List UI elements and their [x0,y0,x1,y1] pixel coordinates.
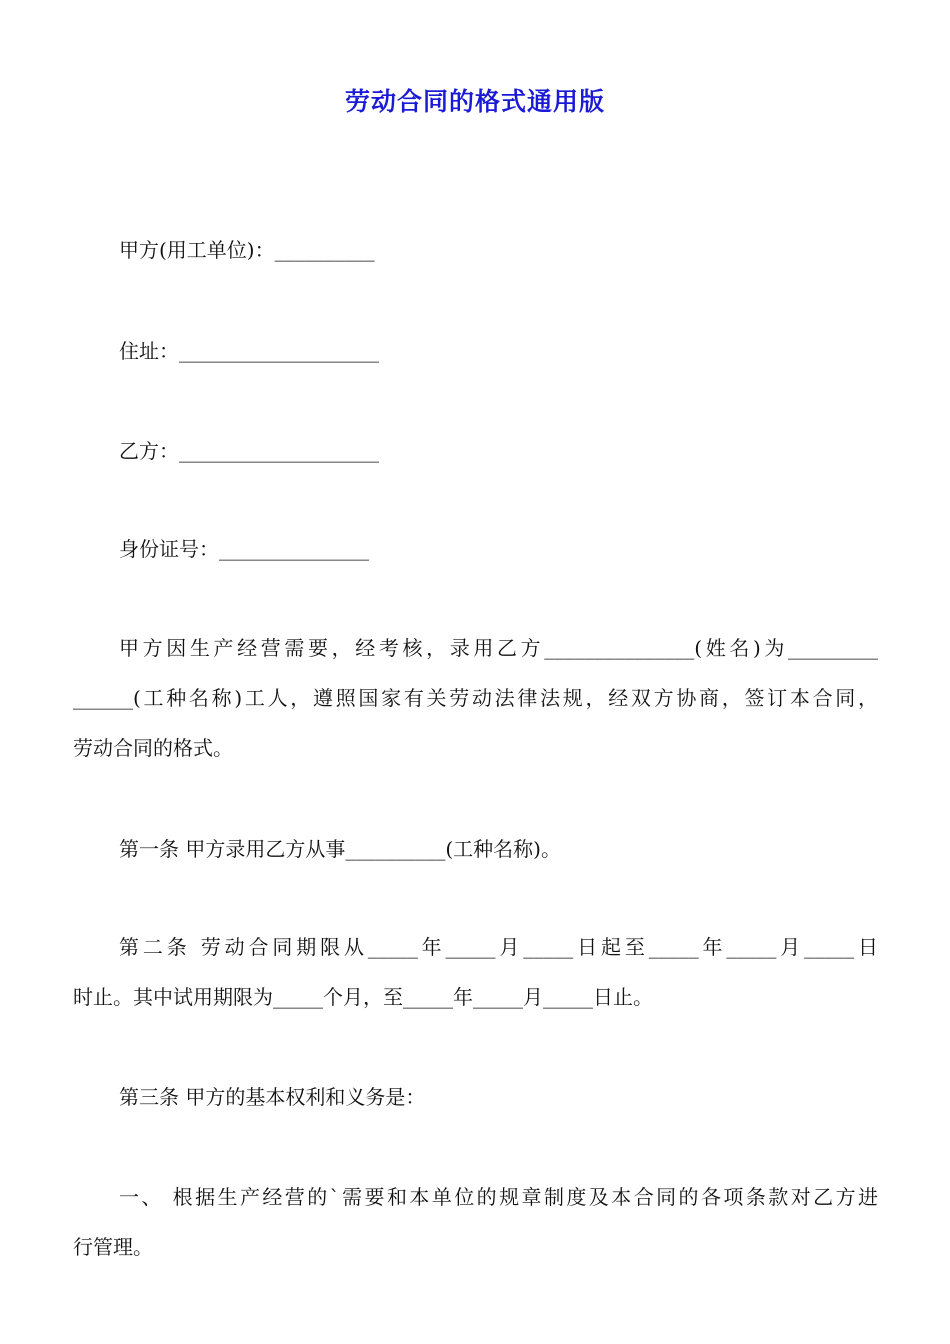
article-2-line-2: 时止。其中试用期限为_____个月，至_____年_____月_____日止。 [73,985,653,1009]
address-line: 住址：____________________ [119,339,379,363]
intro-line-1: 甲方因生产经营需要，经考核，录用乙方_______________(姓名)为_________ [119,636,878,660]
item-1-line-2: 行管理。 [73,1235,153,1259]
article-1: 第一条 甲方录用乙方从事__________(工种名称)。 [119,837,561,861]
item-1-line-1: 一、 根据生产经营的`需要和本单位的规章制度及本合同的各项条款对乙方进 [119,1185,878,1209]
document-title: 劳动合同的格式通用版 [344,87,605,116]
article-2-paragraph [73,922,878,1022]
party-b-line: 乙方：____________________ [119,439,379,463]
id-number-line: 身份证号：_______________ [119,537,369,561]
party-a-line: 甲方(用工单位)：__________ [119,238,375,262]
intro-paragraph [73,623,878,773]
intro-line-3: 劳动合同的格式。 [73,736,233,760]
intro-line-2: ______(工种名称)工人，遵照国家有关劳动法律法规，经双方协商，签订本合同， [73,686,878,710]
article-3: 第三条 甲方的基本权利和义务是： [119,1085,426,1109]
article-2-line-1: 第二条 劳动合同期限从_____年_____月_____日起至_____年_____月_____日 [119,935,878,959]
item-1-paragraph [73,1172,878,1272]
